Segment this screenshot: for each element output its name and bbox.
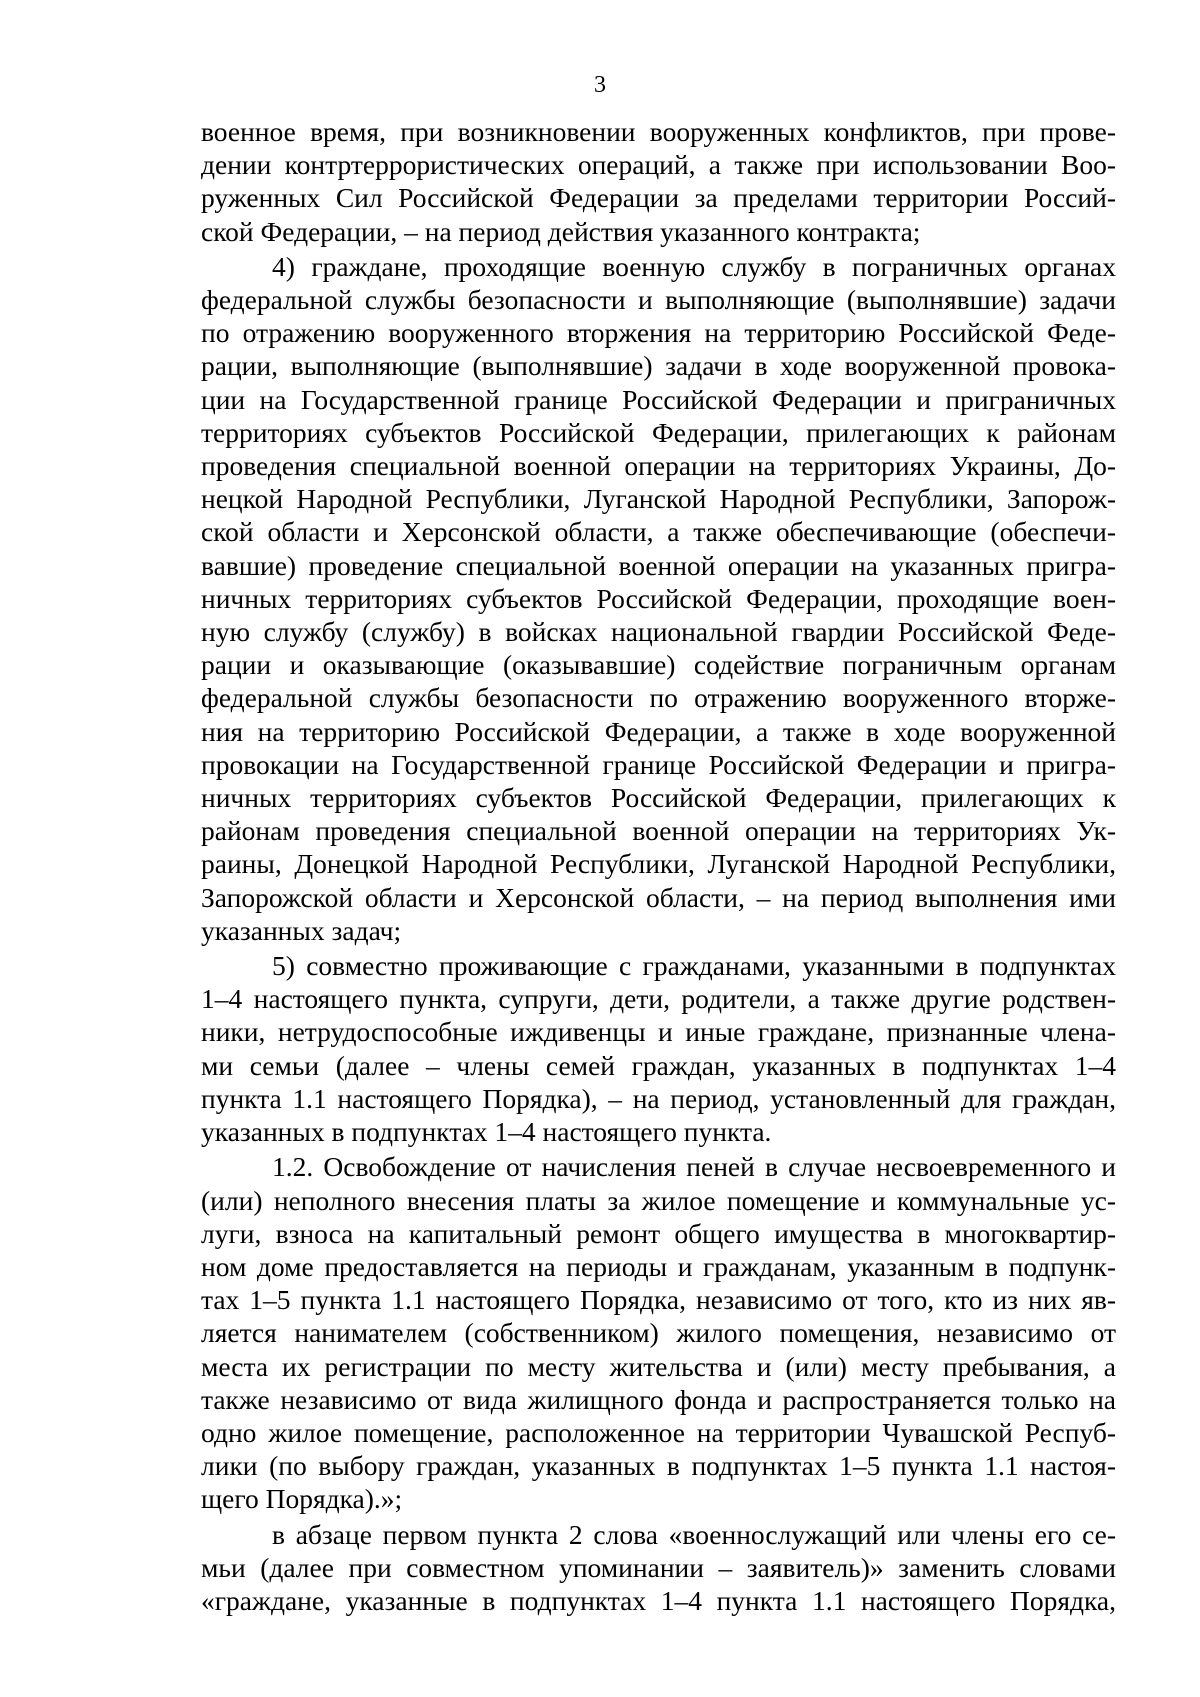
text-line: в абзаце первом пункта 2 слова «военнослужащий или члены его се- xyxy=(272,1518,1116,1550)
text-line: ничных территориях субъектов Российской Федерации, прилегающих к xyxy=(201,782,1116,814)
text-line: также независимо от вида жилищного фонда и распространяется только на xyxy=(201,1383,1116,1415)
text-line: рации, выполняющие (выполнявшие) задачи в ходе вооруженной провока- xyxy=(201,350,1116,382)
text-line: 1–4 настоящего пункта, супруги, дети, родители, а также другие родствен- xyxy=(201,983,1116,1015)
text-line: федеральной службы безопасности по отражению вооруженного вторже- xyxy=(201,682,1116,714)
text-line: Запорожской области и Херсонской области, – на период выполнения ими xyxy=(201,881,1116,913)
text-line: военное время, при возникновении вооруженных конфликтов, при прове- xyxy=(201,116,1116,147)
paragraph-item-4 xyxy=(201,250,1116,947)
text-line: ном доме предоставляется на периоды и гражданам, указанным в подпунк- xyxy=(201,1250,1116,1282)
text-line: ную службу (службу) в войсках национальной гвардии Российской Феде- xyxy=(201,616,1116,648)
text-line: луги, взноса на капитальный ремонт общего имущества в многоквартир- xyxy=(201,1217,1116,1249)
text-line: лики (по выбору граждан, указанных в подпунктах 1–5 пункта 1.1 настоя- xyxy=(201,1450,1116,1482)
text-line: пункта 1.1 настоящего Порядка), – на период, установленный для граждан, xyxy=(201,1082,1116,1114)
text-line: указанных задач; xyxy=(201,914,402,946)
text-line: мьи (далее при совместном упоминании – заявитель)» заменить словами xyxy=(201,1551,1116,1583)
text-line: ничных территориях субъектов Российской Федерации, проходящие воен- xyxy=(201,582,1116,614)
text-line: ской области и Херсонской области, а также обеспечивающие (обеспечи- xyxy=(201,516,1116,548)
paragraph-continuation xyxy=(201,115,1116,248)
text-line: ской Федерации, – на период действия указанного контракта; xyxy=(201,215,921,247)
text-line: (или) неполного внесения платы за жилое помещение и коммунальные ус- xyxy=(201,1184,1116,1216)
text-line: по отражению вооруженного вторжения на территорию Российской Феде- xyxy=(201,317,1116,349)
page-number: 3 xyxy=(594,72,606,98)
text-line: дении контртеррористических операций, а также при использовании Воо- xyxy=(201,149,1116,181)
text-line: 5) совместно проживающие с гражданами, указанными в подпунктах xyxy=(272,950,1116,982)
text-line: «граждане, указанные в подпунктах 1–4 пункта 1.1 настоящего Порядка, xyxy=(201,1584,1116,1616)
text-line: проведения специальной военной операции на территориях Украины, До- xyxy=(201,450,1116,482)
text-line: 1.2. Освобождение от начисления пеней в случае несвоевременного и xyxy=(272,1151,1116,1183)
text-line: нецкой Народной Республики, Луганской Народной Республики, Запорож- xyxy=(201,483,1116,515)
text-line: вавшие) проведение специальной военной операции на указанных пригра- xyxy=(201,549,1116,581)
text-line: территориях субъектов Российской Федерации, прилегающих к районам xyxy=(201,416,1116,448)
text-line: ния на территорию Российской Федерации, а также в ходе вооруженной xyxy=(201,715,1116,747)
text-line: одно жилое помещение, расположенное на территории Чувашской Респуб- xyxy=(201,1416,1116,1448)
paragraph-amendment xyxy=(201,1518,1116,1618)
document-body xyxy=(201,115,1116,1617)
paragraph-item-5 xyxy=(201,949,1116,1148)
text-line: указанных в подпунктах 1–4 настоящего пункта. xyxy=(201,1116,772,1148)
text-line: федеральной службы безопасности и выполняющие (выполнявшие) задачи xyxy=(201,284,1116,316)
text-line: рации и оказывающие (оказывавшие) содействие пограничным органам xyxy=(201,649,1116,681)
paragraph-section-1-2 xyxy=(201,1150,1116,1515)
text-line: ции на Государственной границе Российской Федерации и приграничных xyxy=(201,383,1116,415)
text-line: ляется нанимателем (собственником) жилого помещения, независимо от xyxy=(201,1317,1116,1349)
text-line: провокации на Государственной границе Российской Федерации и пригра- xyxy=(201,748,1116,780)
text-line: щего Порядка).»; xyxy=(201,1483,403,1515)
text-line: ми семьи (далее – члены семей граждан, указанных в подпунктах 1–4 xyxy=(201,1049,1116,1081)
text-line: районам проведения специальной военной операции на территориях Ук- xyxy=(201,815,1116,847)
text-line: руженных Сил Российской Федерации за пределами территории Россий- xyxy=(201,182,1116,214)
text-line: 4) граждане, проходящие военную службу в пограничных органах xyxy=(272,250,1116,282)
text-line: раины, Донецкой Народной Республики, Луганской Народной Республики, xyxy=(201,848,1116,880)
text-line: места их регистрации по месту жительства и (или) месту пребывания, а xyxy=(201,1350,1116,1382)
text-line: ники, нетрудоспособные иждивенцы и иные граждане, признанные члена- xyxy=(201,1016,1116,1048)
text-line: тах 1–5 пункта 1.1 настоящего Порядка, независимо от того, кто из них яв- xyxy=(201,1284,1116,1316)
